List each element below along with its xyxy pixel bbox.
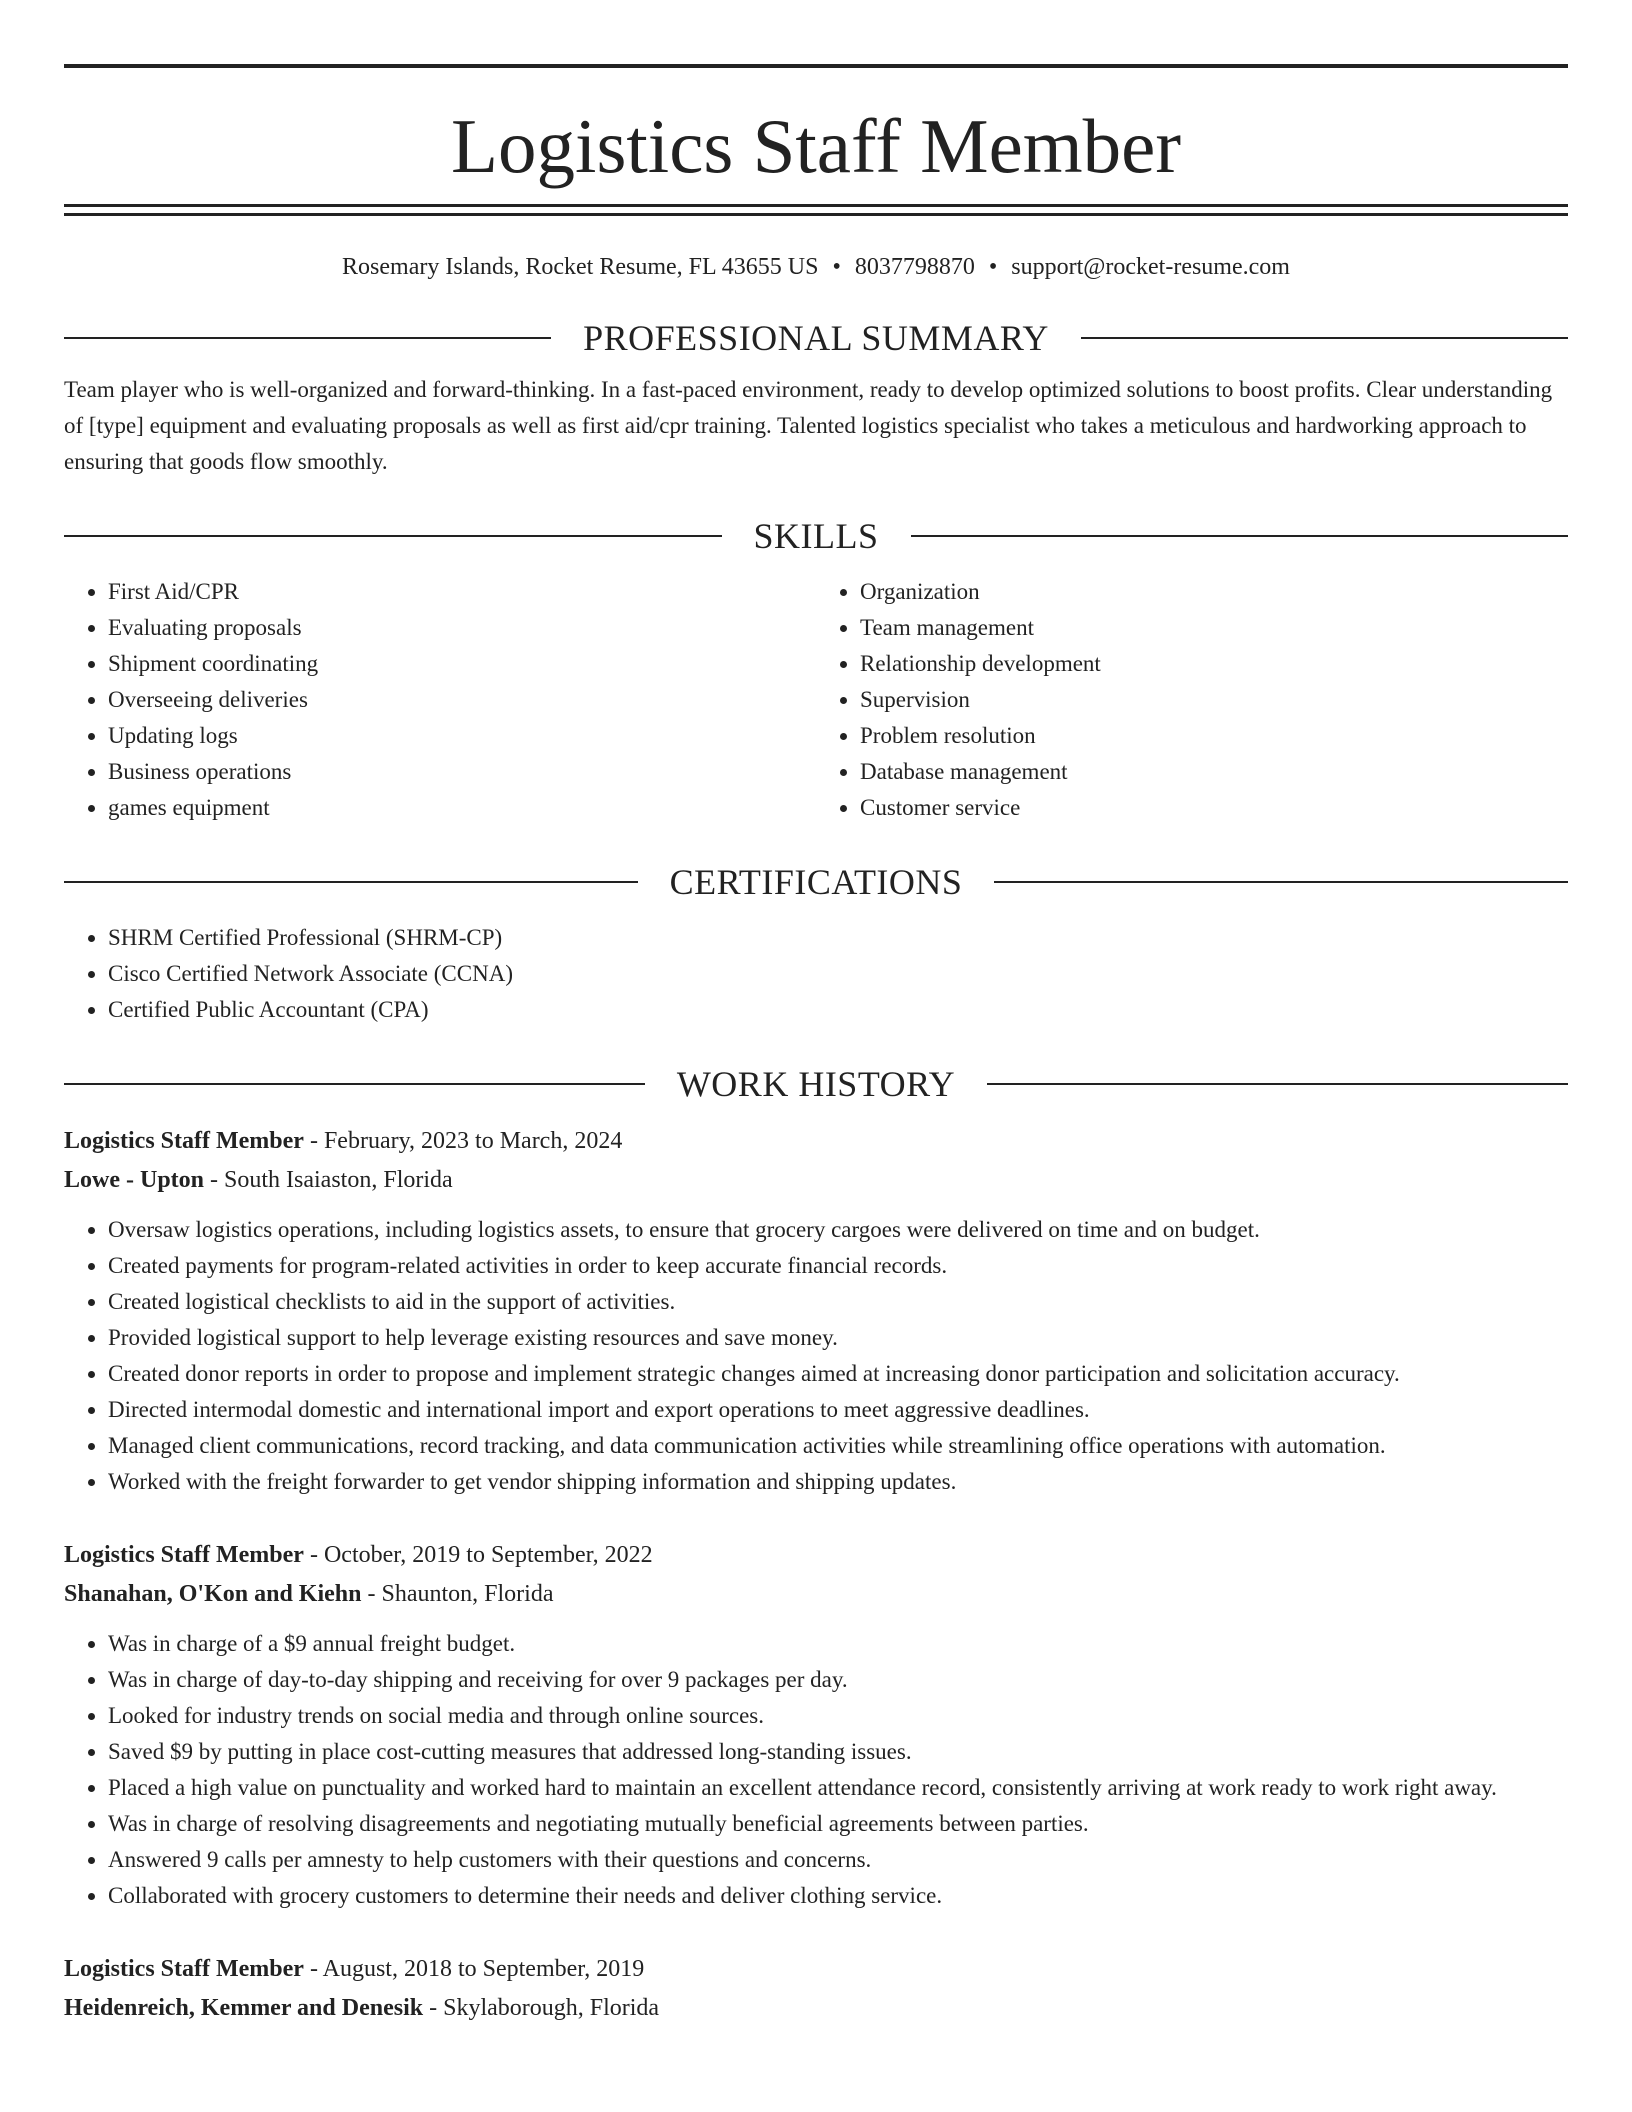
skills-column-left: [64, 574, 816, 826]
skills-list: [64, 574, 1568, 826]
job-bullet: • Managed client communications, record tracking, and data communication activities while streamlining office operations with automation.: [108, 1428, 1568, 1464]
job-entry: [64, 1950, 1568, 2028]
job-bullet: • Provided logistical support to help leverage existing resources and save money.: [108, 1320, 1568, 1356]
job-bullet: • Was in charge of resolving disagreements and negotiating mutually beneficial agreements between parties.: [108, 1806, 1568, 1842]
skill-item: • Problem resolution: [860, 718, 1568, 754]
summary-text: Team player who is well-organized and forward-thinking. In a fast-paced environment, ready to develop optimized solutions to boost profits. Clear understanding of [type] equipment and evaluating proposals as well as first aid/cpr training. Talented logistics specialist who takes a meticulous and hardworking approach to ensuring that goods flow smoothly.: [64, 377, 1553, 474]
job-bullet: • Looked for industry trends on social media and through online sources.: [108, 1698, 1568, 1734]
job-bullet: • Worked with the freight forwarder to get vendor shipping information and shipping updates.: [108, 1464, 1568, 1500]
certifications-section-header: [64, 862, 1568, 902]
certification-item: • SHRM Certified Professional (SHRM-CP): [108, 920, 1568, 956]
job-title: Logistics Staff Member: [64, 1542, 304, 1568]
skill-item: • Evaluating proposals: [108, 610, 816, 646]
skills-heading: SKILLS: [753, 516, 879, 556]
skill-item: • games equipment: [108, 790, 816, 826]
job-company-line: Lowe - Upton - South Isaiaston, Florida: [64, 1167, 453, 1193]
job-bullet: • Created payments for program-related activities in order to keep accurate financial records.: [108, 1248, 1568, 1284]
job-location: Skylaborough, Florida: [443, 1995, 660, 2021]
job-entry: [64, 1122, 1568, 1500]
job-dates: August, 2018 to September, 2019: [322, 1956, 645, 1982]
section-rule: [1081, 337, 1568, 339]
skill-item: • Updating logs: [108, 718, 816, 754]
job-bullet: • Was in charge of a $9 annual freight budget.: [108, 1626, 1568, 1662]
work-history-heading: WORK HISTORY: [676, 1064, 956, 1104]
summary-heading: PROFESSIONAL SUMMARY: [583, 318, 1049, 358]
section-rule: [911, 535, 1569, 537]
job-bullet: • Was in charge of day-to-day shipping and receiving for over 9 packages per day.: [108, 1662, 1568, 1698]
job-title: Logistics Staff Member: [64, 1128, 304, 1154]
job-location: Shaunton, Florida: [381, 1581, 554, 1607]
summary-section-header: [64, 318, 1568, 358]
job-company-line: Heidenreich, Kemmer and Denesik - Skylaborough, Florida: [64, 1995, 660, 2021]
job-bullets: [64, 1212, 1568, 1500]
resume-title: Logistics Staff Member: [451, 103, 1181, 189]
job-company-line: Shanahan, O'Kon and Kiehn - Shaunton, Florida: [64, 1581, 554, 1607]
job-bullet: • Created donor reports in order to propose and implement strategic changes aimed at increasing donor participation and solicitation accuracy.: [108, 1356, 1568, 1392]
skills-column-right: [816, 574, 1568, 826]
section-rule: [64, 337, 551, 339]
skill-item: • Overseeing deliveries: [108, 682, 816, 718]
contact-phone[interactable]: 8037798870: [854, 254, 975, 280]
job-bullet: • Directed intermodal domestic and international import and export operations to meet aggressive deadlines.: [108, 1392, 1568, 1428]
job-bullet: • Placed a high value on punctuality and worked hard to maintain an excellent attendance record, consistently arriving at work ready to work right away.: [108, 1770, 1568, 1806]
work-history-section-header: [64, 1064, 1568, 1104]
job-bullet: • Collaborated with grocery customers to determine their needs and deliver clothing service.: [108, 1878, 1568, 1914]
job-location: South Isaiaston, Florida: [224, 1167, 453, 1193]
skill-item: • Customer service: [860, 790, 1568, 826]
contact-line: [64, 252, 1568, 282]
job-company: Shanahan, O'Kon and Kiehn: [64, 1581, 362, 1607]
skill-item: • Supervision: [860, 682, 1568, 718]
job-bullet: • Oversaw logistics operations, including logistics assets, to ensure that grocery cargoes were delivered on time and on budget.: [108, 1212, 1568, 1248]
contact-email[interactable]: support@rocket-resume.com: [1011, 254, 1290, 280]
job-dates: October, 2019 to September, 2022: [323, 1542, 653, 1568]
certifications-heading: CERTIFICATIONS: [669, 862, 963, 902]
skill-item: • Shipment coordinating: [108, 646, 816, 682]
skill-item: • Team management: [860, 610, 1568, 646]
job-entry: [64, 1536, 1568, 1914]
section-rule: [994, 881, 1568, 883]
job-dates: February, 2023 to March, 2024: [323, 1128, 623, 1154]
job-company: Lowe - Upton: [64, 1167, 205, 1193]
title-double-rule: [64, 204, 1568, 216]
top-rule: [64, 64, 1568, 68]
section-rule: [987, 1083, 1568, 1085]
job-bullet: • Created logistical checklists to aid in the support of activities.: [108, 1284, 1568, 1320]
skill-item: • Relationship development: [860, 646, 1568, 682]
job-title-line: Logistics Staff Member - October, 2019 to September, 2022: [64, 1542, 653, 1568]
section-rule: [64, 535, 722, 537]
job-bullet: • Saved $9 by putting in place cost-cutting measures that addressed long-standing issues.: [108, 1734, 1568, 1770]
section-rule: [64, 1083, 645, 1085]
skills-section-header: [64, 516, 1568, 556]
certification-item: • Cisco Certified Network Associate (CCNA): [108, 956, 1568, 992]
skill-item: • Organization: [860, 574, 1568, 610]
contact-address: Rosemary Islands, Rocket Resume, FL 43655 US: [342, 254, 819, 280]
resume-page: [64, 64, 1568, 2028]
skill-item: • Business operations: [108, 754, 816, 790]
certifications-list: [64, 920, 1568, 1028]
job-bullets: [64, 1626, 1568, 1914]
job-title-line: Logistics Staff Member - February, 2023 to March, 2024: [64, 1128, 623, 1154]
certification-item: • Certified Public Accountant (CPA): [108, 992, 1568, 1028]
skill-item: • Database management: [860, 754, 1568, 790]
job-title-line: Logistics Staff Member - August, 2018 to September, 2019: [64, 1956, 645, 1982]
contact-separator: •: [988, 254, 998, 280]
job-title: Logistics Staff Member: [64, 1956, 304, 1982]
section-rule: [64, 881, 638, 883]
skill-item: • First Aid/CPR: [108, 574, 816, 610]
contact-separator: •: [832, 254, 841, 280]
job-company: Heidenreich, Kemmer and Denesik: [64, 1995, 424, 2021]
job-bullet: • Answered 9 calls per amnesty to help customers with their questions and concerns.: [108, 1842, 1568, 1878]
